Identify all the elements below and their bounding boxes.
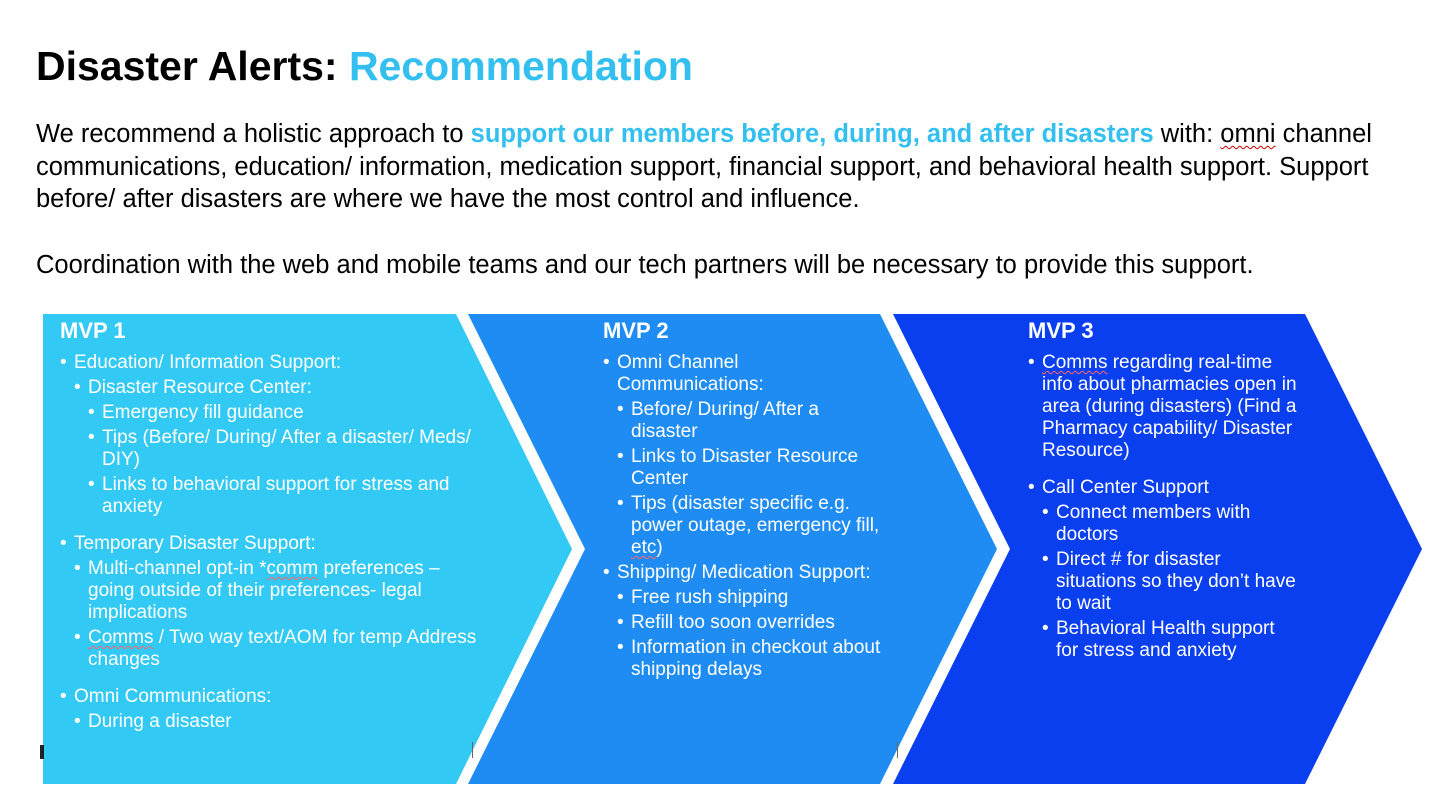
list-item bbox=[74, 627, 480, 671]
text-segment: Tips (disaster specific e.g. power outage, emergency fill, bbox=[631, 493, 880, 536]
text-segment: Multi-channel opt-in * bbox=[88, 558, 267, 579]
list-item bbox=[74, 558, 480, 624]
footer-remnant bbox=[472, 742, 479, 758]
list-item: • Refill too soon overrides bbox=[617, 612, 883, 634]
list-item bbox=[74, 377, 480, 518]
text-segment: Comms bbox=[1042, 352, 1108, 373]
mvp1-drc-label: Disaster Resource Center: bbox=[88, 377, 312, 398]
list-item: • Before/ During/ After a disaster bbox=[617, 399, 883, 443]
footer-remnant bbox=[40, 745, 44, 759]
intro-wavy-word: omni bbox=[1220, 120, 1276, 148]
intro-after: channel communications, education/ information, medication support, financial support, and behavioral health support. Support before/ after disasters are where we have the most control and influence. bbox=[36, 120, 1372, 213]
list-item bbox=[617, 493, 883, 559]
list-item: • Free rush shipping bbox=[617, 587, 883, 609]
mvp2-shipping-label: Shipping/ Medication Support: bbox=[617, 562, 871, 583]
list-item bbox=[1028, 352, 1298, 462]
intro-mid: with: bbox=[1153, 120, 1221, 148]
list-item: • Tips (Before/ During/ After a disaster/ Meds/ DIY) bbox=[88, 427, 480, 471]
list-item: • Connect members with doctors bbox=[1042, 502, 1298, 546]
text-segment: comm bbox=[266, 558, 319, 579]
text-segment: / Two way text/AOM for temp Address changes bbox=[88, 627, 477, 670]
list-item: • During a disaster bbox=[74, 711, 480, 733]
list-item: • Information in checkout about shipping delays bbox=[617, 637, 883, 681]
mvp1-heading: MVP 1 bbox=[60, 318, 126, 343]
text-segment: ) bbox=[656, 537, 663, 558]
intro-highlight: support our members before, during, and after disasters bbox=[470, 120, 1154, 148]
list-item bbox=[1028, 477, 1298, 662]
mvp2-panel bbox=[603, 318, 883, 684]
mvp3-call-center-label: Call Center Support bbox=[1042, 477, 1209, 498]
mvp2-omni-label: Omni Channel Communications: bbox=[617, 352, 764, 395]
mvp1-education-label: Education/ Information Support: bbox=[74, 352, 342, 373]
list-item bbox=[603, 352, 883, 559]
list-item: • Links to Disaster Resource Center bbox=[617, 446, 883, 490]
text-segment: regarding real-time info about pharmacies open in area (during disasters) (Find a Pharmacy capability/ Disaster Resource) bbox=[1042, 352, 1297, 461]
list-item bbox=[60, 533, 480, 671]
text-segment: Comms bbox=[88, 627, 154, 648]
text-segment: preferences – going outside of their preferences- legal implications bbox=[88, 558, 440, 623]
list-item: • Links to behavioral support for stress and anxiety bbox=[88, 474, 480, 518]
title-accent: Recommendation bbox=[348, 43, 693, 89]
mvp1-panel bbox=[60, 318, 480, 736]
list-item: • Behavioral Health support for stress and anxiety bbox=[1042, 618, 1298, 662]
list-item: • Direct # for disaster situations so they don’t have to wait bbox=[1042, 549, 1298, 615]
intro-before: We recommend a holistic approach to bbox=[36, 120, 471, 148]
coordination-paragraph: Coordination with the web and mobile teams and our tech partners will be necessary to provide this support. bbox=[36, 251, 1254, 279]
mvp2-heading: MVP 2 bbox=[603, 318, 669, 343]
list-item bbox=[60, 352, 480, 518]
mvp3-panel bbox=[1028, 318, 1298, 665]
list-item: • Emergency fill guidance bbox=[88, 402, 480, 424]
mvp3-heading: MVP 3 bbox=[1028, 318, 1094, 343]
text-segment: etc bbox=[631, 537, 657, 558]
list-item bbox=[603, 562, 883, 681]
mvp1-temp-label: Temporary Disaster Support: bbox=[74, 533, 316, 554]
title-prefix: Disaster Alerts: bbox=[36, 43, 349, 89]
mvp1-omni-label: Omni Communications: bbox=[74, 686, 272, 707]
footer-remnant bbox=[897, 742, 904, 758]
list-item bbox=[60, 686, 480, 733]
